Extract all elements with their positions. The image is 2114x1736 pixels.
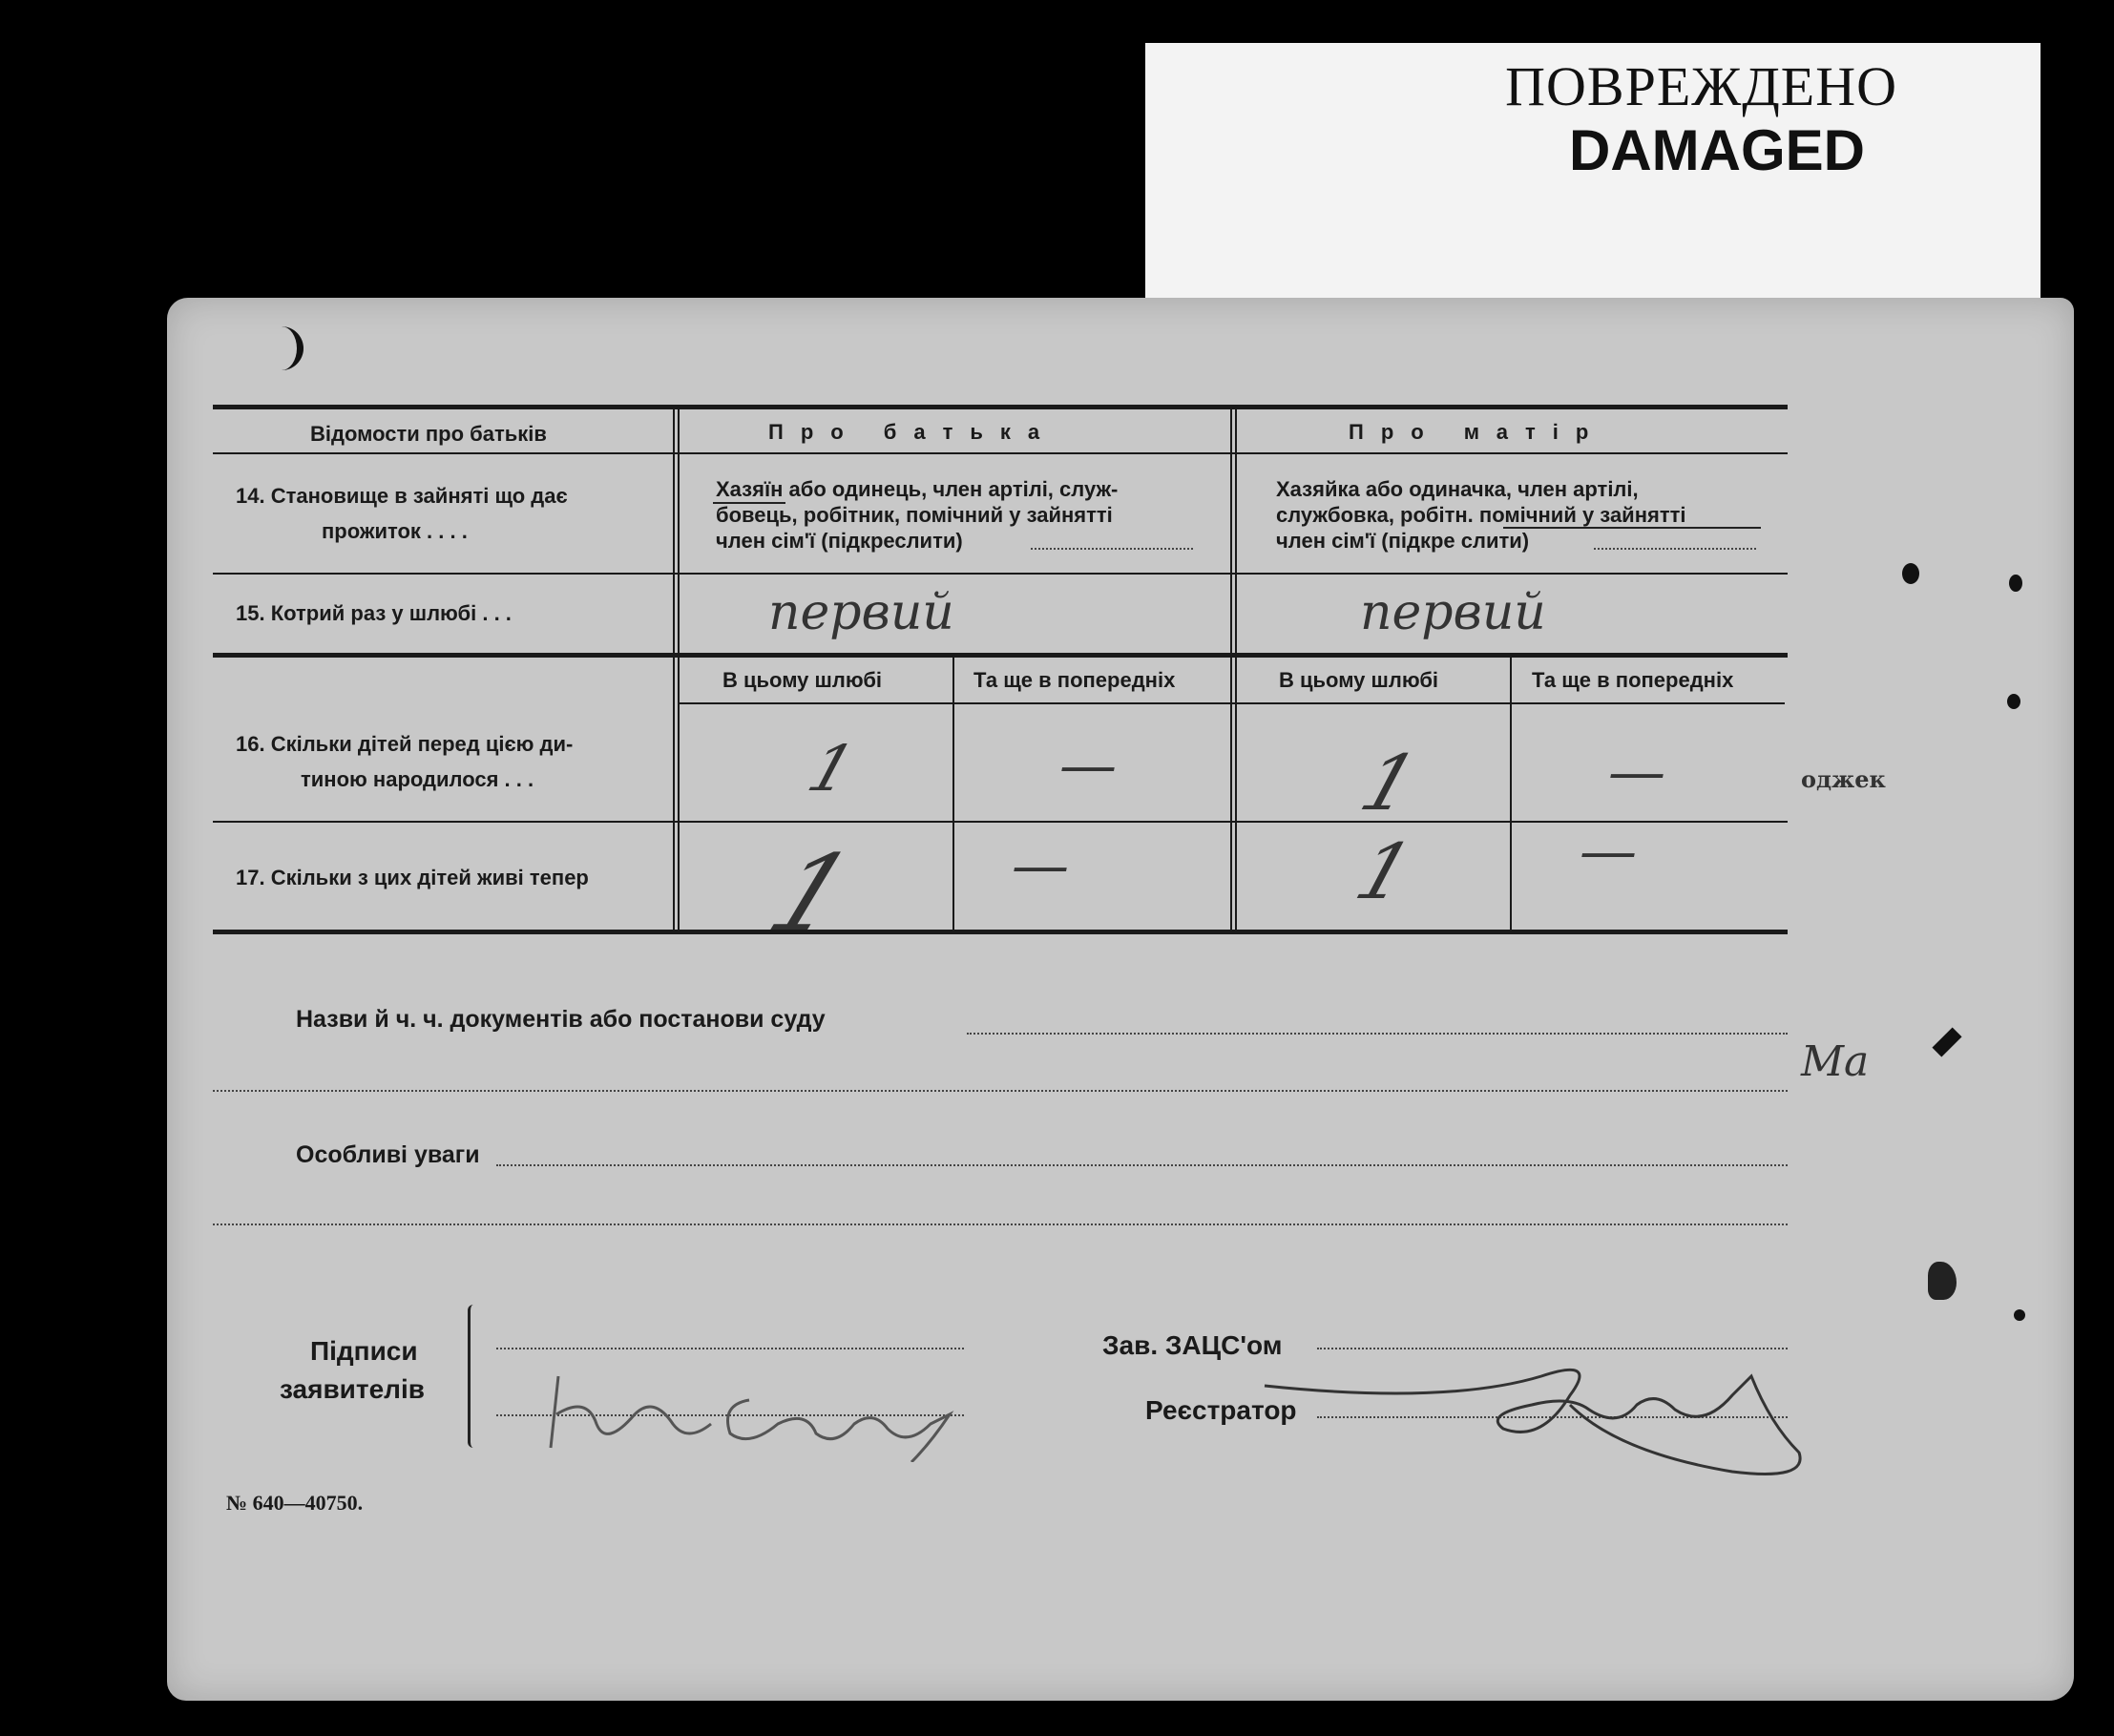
damage-hole-1 [1902, 563, 1919, 584]
row16-label-1: 16. Скільки дітей перед цією ди- [236, 732, 574, 756]
applicants-bracket [468, 1305, 480, 1448]
damaged-label-en: DAMAGED [1569, 118, 1865, 182]
applicant-sign-dots-1 [496, 1348, 964, 1349]
remarks-dots-1 [496, 1164, 1788, 1166]
row14-mother-1: Хазяйка або одиначка, член артілі, [1276, 477, 1639, 501]
mother-subdivider [1510, 657, 1512, 932]
documents-dots-1 [967, 1033, 1788, 1035]
row17-mother-prev: — [1580, 818, 1637, 885]
row14-father-3: член сім'ї (підкреслити) [716, 529, 963, 553]
father-underline [713, 502, 785, 504]
row15-mother-value: первий [1360, 584, 1546, 641]
row17-mother-this: 1 [1345, 827, 1424, 916]
header-rule [213, 452, 1788, 454]
subheader-father-this: В цьому шлюбі [722, 668, 883, 692]
table-bottom-rule [213, 930, 1788, 934]
margin-note-1: оджек [1801, 765, 1886, 793]
col2-divider [1230, 405, 1232, 932]
remarks-label: Особливі уваги [296, 1141, 480, 1168]
applicants-label-2: заявителів [280, 1374, 425, 1404]
row14-label-2: прожиток . . . . [322, 519, 468, 543]
damage-hole-2 [2009, 575, 2022, 592]
damage-hole-3 [2007, 694, 2020, 709]
damage-hole-5 [1928, 1262, 1957, 1300]
row15-label: 15. Котрий раз у шлюбі . . . [236, 601, 512, 625]
punch-hole [272, 326, 303, 370]
documents-dots-2 [213, 1090, 1788, 1092]
margin-note-2: Ма [1801, 1037, 1870, 1086]
applicant-signature [530, 1357, 969, 1462]
row14-mother-3: член сім'ї (підкре слити) [1276, 529, 1530, 553]
row14-mother-dots [1594, 548, 1756, 550]
row17-father-this: 1 [753, 832, 869, 954]
damage-mark-4 [1932, 1027, 1961, 1056]
row14-father-1: Хазяїн або одинець, член артілі, служ- [716, 477, 1119, 501]
registrar-label: Реєстратор [1145, 1395, 1297, 1425]
document-sheet [167, 298, 2074, 1701]
row17-father-prev: — [1012, 832, 1069, 899]
col2-divider-b [1235, 405, 1237, 932]
damaged-label [1145, 43, 2041, 315]
row16-rule [213, 821, 1788, 823]
remarks-dots-2 [213, 1224, 1788, 1225]
father-subdivider [952, 657, 954, 932]
subheader-mother-prev: Та ще в попередніх [1532, 668, 1734, 692]
damaged-label-ru: ПОВРЕЖДЕНО [1505, 55, 1897, 117]
form-number: № 640—40750. [226, 1491, 364, 1515]
col1-divider [673, 405, 675, 932]
row14-rule [213, 573, 1788, 575]
damage-hole-6 [2014, 1309, 2025, 1321]
header-father: Про батька [768, 420, 1057, 444]
table-top-rule [213, 405, 1788, 409]
row16-label-2: тиною народилося . . . [301, 767, 534, 791]
header-mother: Про матір [1349, 420, 1606, 444]
row14-label-1: 14. Становище в зайняті що дає [236, 484, 568, 508]
row16-father-this: 1 [799, 732, 864, 805]
row16-mother-prev: — [1608, 739, 1665, 805]
subheader-father-prev: Та ще в попередніх [973, 668, 1176, 692]
documents-label: Назви й ч. ч. документів або постанови суду [296, 1006, 826, 1033]
row14-father-dots [1031, 548, 1193, 550]
subheader-mother-this: В цьому шлюбі [1279, 668, 1439, 692]
head-zags-label: Зав. ЗАЦС'ом [1102, 1330, 1283, 1360]
row14-father-2: бовець, робітник, помічний у зайнятті [716, 503, 1113, 527]
row15-rule [213, 653, 1788, 658]
mother-underline [1503, 527, 1761, 529]
row14-mother-2: службовка, робітн. помічний у зайнятті [1276, 503, 1686, 527]
row16-mother-this: 1 [1350, 739, 1429, 827]
applicants-label-1: Підписи [310, 1336, 418, 1366]
row15-father-value: первий [768, 584, 954, 641]
registrar-signature [1255, 1338, 1866, 1491]
header-parents-info: Відомости про батьків [310, 422, 547, 446]
row17-label: 17. Скільки з цих дітей живі тепер [236, 866, 589, 889]
col1-divider-b [678, 405, 680, 932]
row16-father-prev: — [1059, 732, 1117, 799]
